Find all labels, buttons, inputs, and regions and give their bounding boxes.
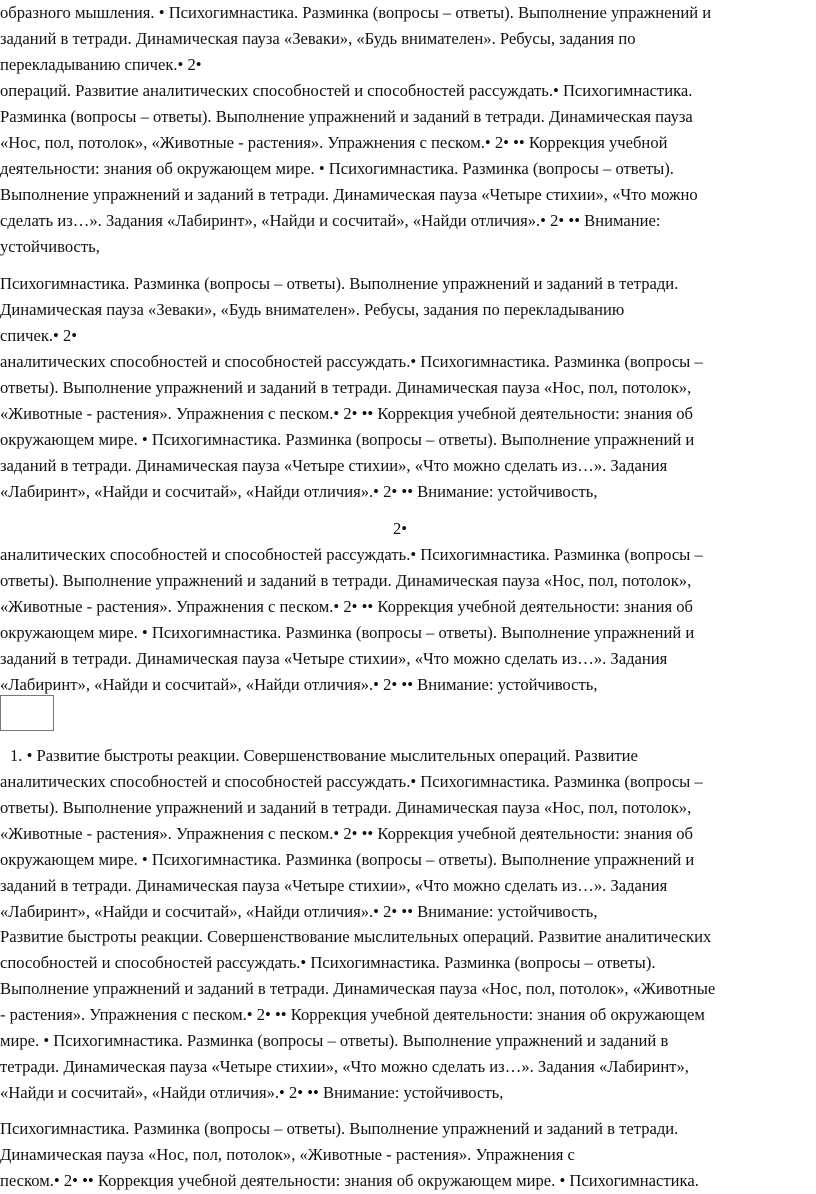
text-line: спичек.• 2• — [0, 326, 78, 345]
text-line: песком.• 2• •• Коррекция учебной деятельности: знания об окружающем мире. • Психогимнастика. — [0, 1171, 699, 1190]
text-line: «Лабиринт», «Найди и сосчитай», «Найди отличия».• 2• •• Внимание: устойчивость, — [0, 675, 598, 694]
text-line: окружающем мире. • Психогимнастика. Разминка (вопросы – ответы). Выполнение упражнений и — [0, 850, 695, 869]
empty-table-cell — [0, 695, 54, 731]
text-line: Развитие быстроты реакции. Совершенствование мыслительных операций. Развитие аналитических — [0, 927, 712, 946]
text-line: операций. Развитие аналитических способностей и способностей рассуждать.• Психогимнастика. — [0, 81, 693, 100]
text-line: окружающем мире. • Психогимнастика. Разминка (вопросы – ответы). Выполнение упражнений и — [0, 623, 695, 642]
text-line: Динамическая пауза «Нос, пол, потолок», «Животные - растения». Упражнения с — [0, 1145, 575, 1164]
text-line: устойчивость, — [0, 237, 100, 256]
text-line: заданий в тетради. Динамическая пауза «Зеваки», «Будь внимателен». Ребусы, задания по — [0, 29, 636, 48]
text-line: «Животные - растения». Упражнения с песком.• 2• •• Коррекция учебной деятельности: знания об — [0, 404, 693, 423]
text-line: заданий в тетради. Динамическая пауза «Четыре стихии», «Что можно сделать из…». Задания — [0, 876, 668, 895]
text-line: Разминка (вопросы – ответы). Выполнение упражнений и заданий в тетради. Динамическая пауза — [0, 107, 693, 126]
text-line: аналитических способностей и способностей рассуждать.• Психогимнастика. Разминка (вопросы – — [0, 772, 703, 791]
text-line: тетради. Динамическая пауза «Четыре стихии», «Что можно сделать из…». Задания «Лабиринт», — [0, 1057, 689, 1076]
text-line: ответы). Выполнение упражнений и заданий в тетради. Динамическая пауза «Нос, пол, потолок», — [0, 378, 692, 397]
text-line: 2• — [393, 519, 408, 538]
text-line: перекладыванию спичек.• 2• — [0, 55, 202, 74]
text-line: ответы). Выполнение упражнений и заданий в тетради. Динамическая пауза «Нос, пол, потолок», — [0, 798, 692, 817]
text-line: способностей и способностей рассуждать.• Психогимнастика. Разминка (вопросы – ответы). — [0, 953, 656, 972]
text-line: аналитических способностей и способностей рассуждать.• Психогимнастика. Разминка (вопросы – — [0, 545, 703, 564]
text-line: Выполнение упражнений и заданий в тетради. Динамическая пауза «Нос, пол, потолок», «Животные — [0, 979, 716, 998]
text-line: сделать из…». Задания «Лабиринт», «Найди и сосчитай», «Найди отличия».• 2• •• Внимание: — [0, 211, 661, 230]
text-line: «Животные - растения». Упражнения с песком.• 2• •• Коррекция учебной деятельности: знания об — [0, 597, 693, 616]
text-line: Психогимнастика. Разминка (вопросы – ответы). Выполнение упражнений и заданий в тетради. — [0, 274, 679, 293]
text-line: Психогимнастика. Разминка (вопросы – ответы). Выполнение упражнений и заданий в тетради. — [0, 1119, 679, 1138]
text-line: деятельности: знания об окружающем мире. • Психогимнастика. Разминка (вопросы – ответы). — [0, 159, 674, 178]
text-line: «Лабиринт», «Найди и сосчитай», «Найди отличия».• 2• •• Внимание: устойчивость, — [0, 482, 598, 501]
text-line: окружающем мире. • Психогимнастика. Разминка (вопросы – ответы). Выполнение упражнений и — [0, 430, 695, 449]
text-line: заданий в тетради. Динамическая пауза «Четыре стихии», «Что можно сделать из…». Задания — [0, 456, 668, 475]
text-line: «Нос, пол, потолок», «Животные - растения». Упражнения с песком.• 2• •• Коррекция учебной — [0, 133, 668, 152]
text-line: «Лабиринт», «Найди и сосчитай», «Найди отличия».• 2• •• Внимание: устойчивость, — [0, 902, 598, 921]
text-line: - растения». Упражнения с песком.• 2• •• Коррекция учебной деятельности: знания об окружающем — [0, 1005, 705, 1024]
text-line: 1. • Развитие быстроты реакции. Совершенствование мыслительных операций. Развитие — [10, 746, 638, 765]
text-line: мире. • Психогимнастика. Разминка (вопросы – ответы). Выполнение упражнений и заданий в — [0, 1031, 669, 1050]
text-line: «Найди и сосчитай», «Найди отличия».• 2• •• Внимание: устойчивость, — [0, 1083, 504, 1102]
text-line: аналитических способностей и способностей рассуждать.• Психогимнастика. Разминка (вопросы – — [0, 352, 703, 371]
text-line: Динамическая пауза «Зеваки», «Будь внимателен». Ребусы, задания по перекладыванию — [0, 300, 625, 319]
text-line: образного мышления. • Психогимнастика. Разминка (вопросы – ответы). Выполнение упражнений и — [0, 3, 712, 22]
text-line: ответы). Выполнение упражнений и заданий в тетради. Динамическая пауза «Нос, пол, потолок», — [0, 571, 692, 590]
text-line: «Животные - растения». Упражнения с песком.• 2• •• Коррекция учебной деятельности: знания об — [0, 824, 693, 843]
text-line: заданий в тетради. Динамическая пауза «Четыре стихии», «Что можно сделать из…». Задания — [0, 649, 668, 668]
text-line: Выполнение упражнений и заданий в тетради. Динамическая пауза «Четыре стихии», «Что можно — [0, 185, 698, 204]
